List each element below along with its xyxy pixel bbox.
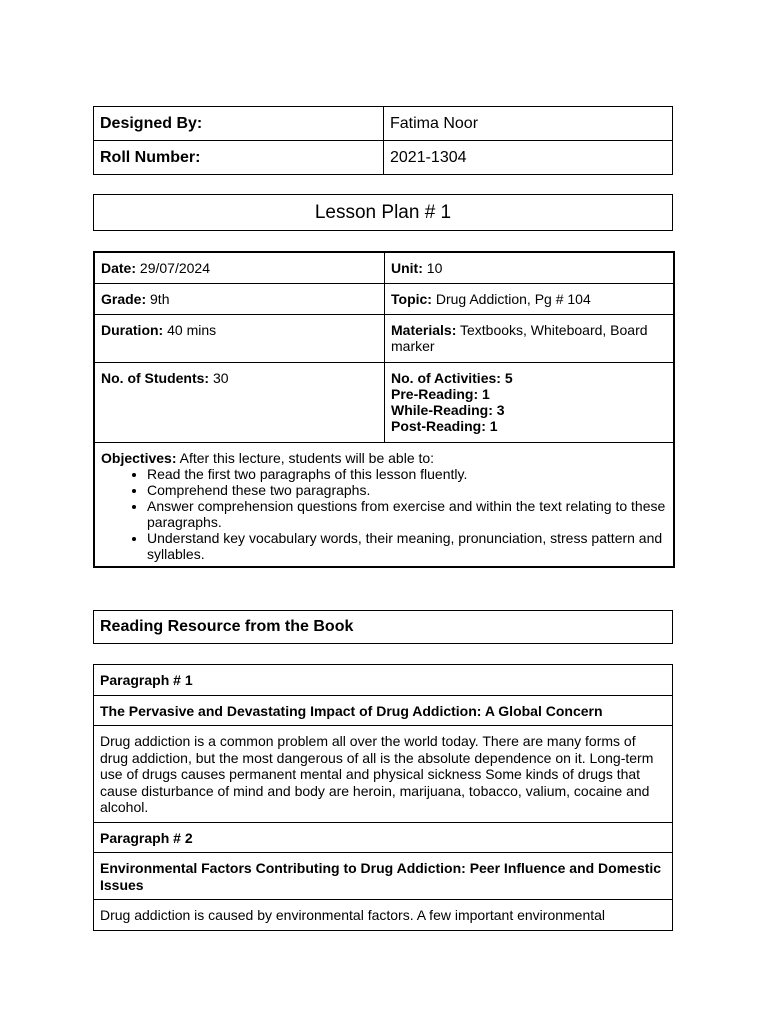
- objective-item: • Comprehend these two paragraphs.: [147, 482, 667, 498]
- grade-cell: [94, 284, 385, 315]
- paragraph-1-heading: The Pervasive and Devastating Impact of Drug Addiction: A Global Concern: [94, 695, 673, 726]
- post-reading-count: Post-Reading: 1: [391, 418, 498, 434]
- info-row-date-unit: [94, 252, 674, 284]
- grade-value: 9th: [146, 291, 170, 307]
- objective-item: • Answer comprehension questions from exercise and within the text relating to these paragraphs.: [147, 498, 667, 530]
- activities-count: No. of Activities: 5: [391, 370, 513, 386]
- grade-label: Grade:: [101, 291, 147, 307]
- info-row-grade-topic: [94, 284, 674, 315]
- designed-by-row: [94, 107, 673, 141]
- info-row-students-activities: [94, 363, 674, 443]
- paragraph-1-body: Drug addiction is a common problem all over the world today. There are many forms of drug addiction, but the most dangerous of all is the absolute dependence on it. Long-term use of drugs causes permanent mental and physical sickness Some kinds of drugs that cause disturbance of mind and body are heroin, marijuana, tobacco, valium, cocaine and alcohol.: [94, 726, 673, 823]
- lesson-info-table: [93, 251, 675, 568]
- paragraph-2-body: Drug addiction is caused by environmental factors. A few important environmental: [94, 900, 673, 931]
- date-value: 29/07/2024: [136, 260, 210, 276]
- reading-resource-header: [93, 610, 673, 644]
- date-cell: [94, 252, 385, 284]
- reading-resource-title: Reading Resource from the Book: [94, 611, 673, 644]
- objective-item: • Read the first two paragraphs of this lesson fluently.: [147, 466, 667, 482]
- activities-cell: [385, 363, 675, 443]
- objectives-label: Objectives:: [101, 450, 177, 466]
- designed-by-value: Fatima Noor: [384, 107, 673, 141]
- unit-cell: [385, 252, 675, 284]
- duration-label: Duration:: [101, 322, 164, 338]
- paragraph-2-heading: Environmental Factors Contributing to Drug Addiction: Peer Influence and Domestic Issues: [94, 853, 673, 900]
- duration-cell: [94, 315, 385, 363]
- lesson-plan-title: Lesson Plan # 1: [94, 195, 673, 231]
- designed-by-label: Designed By:: [94, 107, 384, 141]
- objectives-intro-line: [101, 450, 667, 466]
- objectives-cell: [94, 443, 674, 568]
- objectives-intro: After this lecture, students will be able to:: [176, 450, 435, 466]
- materials-cell: [385, 315, 675, 363]
- date-label: Date:: [101, 260, 137, 276]
- unit-label: Unit:: [391, 260, 423, 276]
- pre-reading-count: Pre-Reading: 1: [391, 386, 490, 402]
- topic-cell: [385, 284, 675, 315]
- objectives-list: [101, 466, 667, 562]
- students-value: 30: [209, 370, 229, 386]
- roll-number-value: 2021-1304: [384, 141, 673, 175]
- objective-item: • Understand key vocabulary words, their meaning, pronunciation, stress pattern and syllables.: [147, 530, 667, 562]
- paragraph-2-label: Paragraph # 2: [94, 822, 673, 853]
- info-row-objectives: [94, 443, 674, 568]
- unit-value: 10: [422, 260, 443, 276]
- paragraph-1-label: Paragraph # 1: [94, 665, 673, 696]
- designer-info-table: [93, 106, 673, 175]
- students-label: No. of Students:: [101, 370, 210, 386]
- roll-number-label: Roll Number:: [94, 141, 384, 175]
- roll-number-row: [94, 141, 673, 175]
- duration-value: 40 mins: [163, 322, 217, 338]
- students-cell: [94, 363, 385, 443]
- materials-value: Textbooks, Whiteboard, Board marker: [391, 322, 648, 354]
- lesson-plan-title-box: [93, 194, 673, 231]
- topic-value: Drug Addiction, Pg # 104: [431, 291, 591, 307]
- while-reading-count: While-Reading: 3: [391, 402, 505, 418]
- paragraphs-table: [93, 664, 673, 931]
- materials-label: Materials:: [391, 322, 457, 338]
- topic-label: Topic:: [391, 291, 432, 307]
- info-row-duration-materials: [94, 315, 674, 363]
